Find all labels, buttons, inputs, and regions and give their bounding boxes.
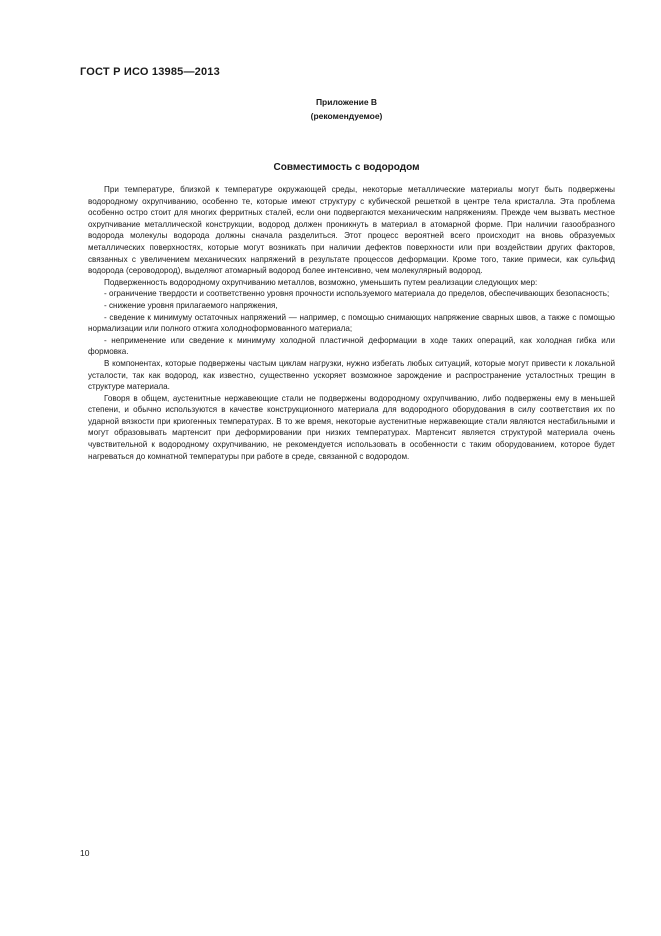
list-item: - неприменение или сведение к минимуму холодной пластичной деформации в ходе таких операций, как холодная гибка или формовка.	[88, 335, 615, 357]
annex-status: (рекомендуемое)	[310, 111, 383, 121]
annex-label: Приложение В	[315, 97, 378, 107]
section-title: Совместимость с водородом	[273, 162, 420, 173]
paragraph: Подверженность водородному охрупчиванию металлов, возможно, уменьшить путем реализации следующих мер:	[104, 277, 538, 287]
list-item: - снижение уровня прилагаемого напряжения,	[104, 300, 278, 310]
body-text	[88, 184, 615, 462]
list-item: - сведение к минимуму остаточных напряжений — например, с помощью снимающих напряжение сварных швов, а также с помощью нормализации или полного отжига холоднoформованного материала;	[88, 312, 615, 334]
page-number: 10	[80, 848, 90, 858]
document-code: ГОСТ Р ИСО 13985—2013	[80, 66, 220, 78]
paragraph: При температуре, близкой к температуре окружающей среды, некоторые металлические материалы могут быть подвержены водородному охрупчиванию, особенно те, которые имеют структуру с кубической решеткой в центре тела кристалла. Эта проблема особенно остро стоит для многих ферритных сталей, если они подвергаются механическим напряжениям. Прежде чем вызвать местное охрупчивание металлической конструкции, водород должен проникнуть в материал в атомарной форме. При наличии газообразного водорода молекулы водорода должны сначала разделиться. Этот процесс вероятней всего происходит на вновь образуемых металлических поверхностях, которые могут возникать при наличии дефектов поверхности или при воздействии других факторов, связанных с увеличением механических напряжений в результате процессов деформации. Кроме того, такие примеси, как сульфид водорода (сероводород), выделяют атомарный водород более интенсивно, чем молекулярный водород.	[88, 185, 615, 276]
list-item: - ограничение твердости и соответственно уровня прочности используемого материала до пределов, обеспечивающих безопасность;	[104, 289, 610, 299]
paragraph: Говоря в общем, аустенитные нержавеющие стали не подвержены водородному охрупчиванию, либо подвержены ему в меньшей степени, и обычно используются в качестве конструкционного материала для водородного оборудования в силу соответствия их по ударной вязкости при криогенных температурах. В то же время, некоторые аустенитные нержавеющие стали являются нестабильными и могут образовывать мартенсит при деформировании при низких температурах. Мартенсит является структурой материала очень чувствительной к водородному охрупчиванию, не рекомендуется использовать в особенности с таким оборудованием, которое будет нагреваться до комнатной температуры при работе в среде, связанной с водородом.	[88, 393, 615, 461]
paragraph: В компонентах, которые подвержены частым циклам нагрузки, нужно избегать любых ситуаций, которые могут привести к локальной усталости, так как водород, как известно, существенно ускоряет возможное зарождение и распространение усталостных трещин в структуре материала.	[88, 358, 615, 392]
